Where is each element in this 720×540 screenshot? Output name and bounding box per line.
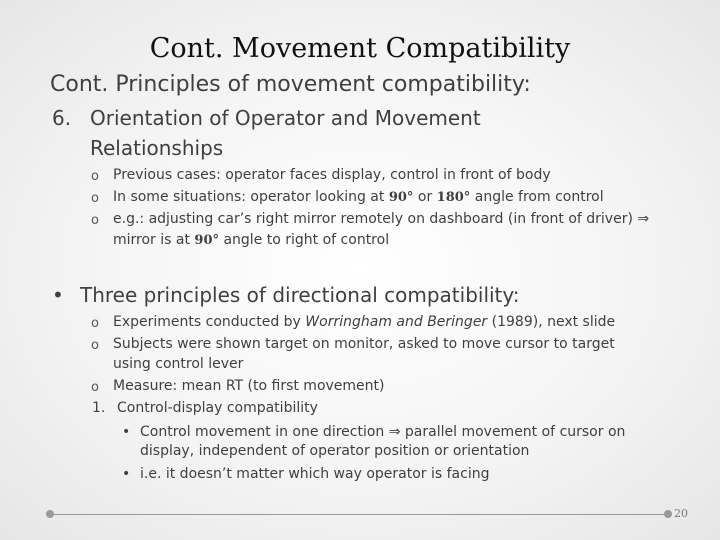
footer-dot-left: [46, 510, 54, 518]
sub-item-experiments: [113, 314, 615, 330]
sub-item-some-situations: [113, 189, 604, 205]
bullet-marker: •: [122, 466, 131, 482]
item-6-line-2: Relationships: [90, 136, 224, 160]
numbered-marker: 1.: [92, 400, 106, 416]
sub-marker: o: [91, 380, 99, 395]
sub-marker: o: [91, 338, 99, 353]
sub-marker: o: [91, 191, 99, 206]
sub-text: mirror is at: [113, 232, 195, 248]
item-6-marker: 6.: [52, 106, 72, 130]
sub-text: or: [413, 189, 437, 205]
item-6-line-1: Orientation of Operator and Movement: [90, 106, 481, 130]
bullet-facing: i.e. it doesn’t matter which way operator is facing: [140, 466, 490, 482]
sub-item-previous-cases: Previous cases: operator faces display, control in front of body: [113, 167, 551, 183]
authors: Worringham and Beringer: [305, 314, 488, 330]
sub-item-subjects-line-2: using control lever: [113, 356, 244, 372]
sub-text: Experiments conducted by: [113, 314, 306, 330]
sub-item-subjects-line-1: Subjects were shown target on monitor, asked to move cursor to target: [113, 336, 615, 352]
footer-dot-right: [664, 510, 672, 518]
sub-item-example-line-1: e.g.: adjusting car’s right mirror remotely on dashboard (in front of driver) ⇒: [113, 211, 650, 227]
bullet-marker: •: [122, 424, 131, 440]
slide-number: 20: [674, 507, 688, 520]
sub-text: angle from control: [470, 189, 604, 205]
bullet-marker: •: [52, 283, 64, 307]
section-heading: Cont. Principles of movement compatibility:: [50, 72, 531, 97]
sub-text: (1989), next slide: [487, 314, 616, 330]
sub-marker: o: [91, 169, 99, 184]
degree-value: 180°: [436, 190, 471, 205]
degree-value: 90°: [388, 190, 414, 205]
sub-item-measure: Measure: mean RT (to first movement): [113, 378, 385, 394]
sub-text: angle to right of control: [219, 232, 390, 248]
bullet-control-movement-line-1: Control movement in one direction ⇒ parallel movement of cursor on: [140, 424, 626, 440]
sub-text: In some situations: operator looking at: [113, 189, 389, 205]
sub-item-example-line-2: [113, 232, 389, 248]
numbered-item-control-display: Control-display compatibility: [117, 400, 318, 416]
sub-marker: o: [91, 316, 99, 331]
slide-title: Cont. Movement Compatibility: [149, 33, 571, 64]
three-principles-heading: Three principles of directional compatibility:: [80, 283, 520, 307]
footer-rule: [54, 514, 668, 515]
degree-value: 90°: [194, 233, 220, 248]
sub-marker: o: [91, 213, 99, 228]
bullet-control-movement-line-2: display, independent of operator position or orientation: [140, 443, 530, 459]
